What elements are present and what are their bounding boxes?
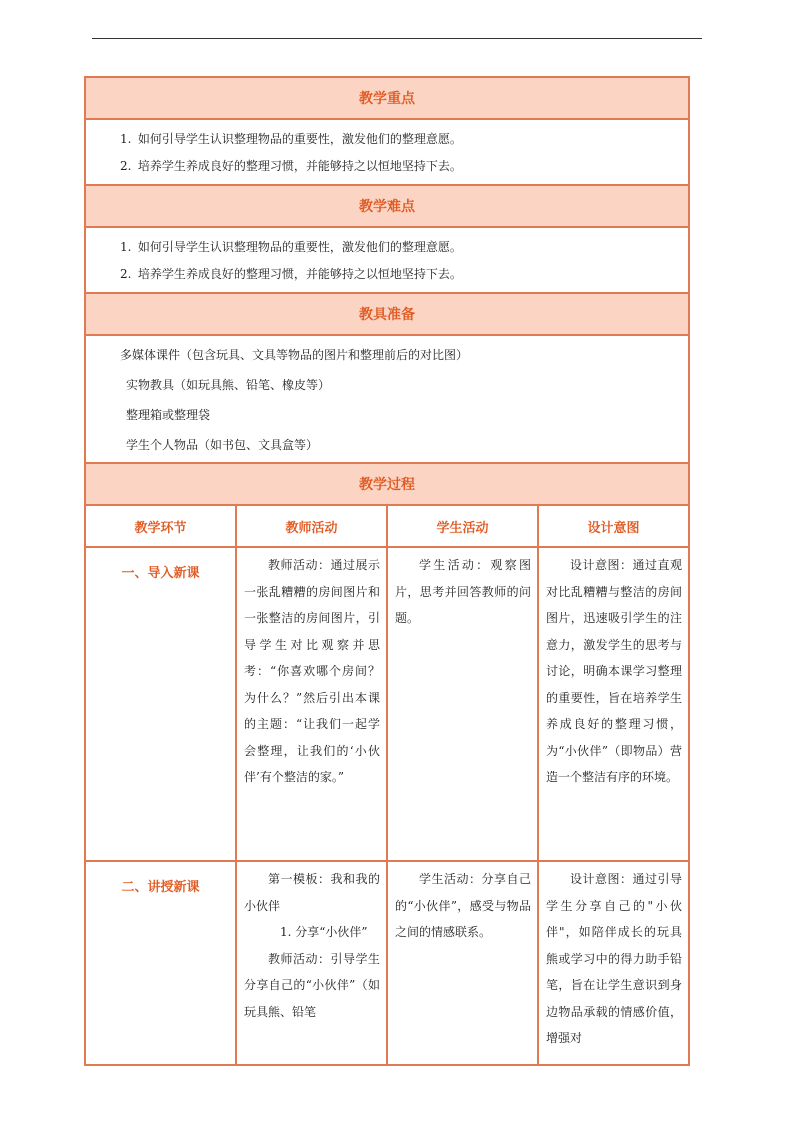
list-item: 实物教具（如玩具熊、铅笔、橡皮等） xyxy=(126,378,331,392)
list-item: 2. 培养学生养成良好的整理习惯，并能够持之以恒地坚持下去。 xyxy=(120,159,462,173)
difficulty-heading: 教学难点 xyxy=(85,185,689,227)
column-header-stage: 教学环节 xyxy=(85,505,236,547)
list-item: 整理箱或整理袋 xyxy=(126,408,211,422)
column-header-teacher: 教师活动 xyxy=(236,505,387,547)
design-intent: 设计意图：通过直观对比乱糟糟与整洁的房间图片，迅速吸引学生的注意力，激发学生的思考与讨论，明确本课学习整理的重要性，旨在培养学生养成良好的整理习惯，为“小伙伴”（即物品）营造一个整洁有序的环境。 xyxy=(538,547,689,861)
focus-list xyxy=(85,119,689,185)
table-row xyxy=(85,547,689,861)
list-item: 2. 培养学生养成良好的整理习惯，并能够持之以恒地坚持下去。 xyxy=(120,267,462,281)
materials-heading: 教具准备 xyxy=(85,293,689,335)
difficulty-list xyxy=(85,227,689,293)
list-item: 多媒体课件（包含玩具、文具等物品的图片和整理前后的对比图） xyxy=(120,348,469,362)
teacher-activity: 第一模板：我和我的小伙伴 1. 分享“小伙伴” 教师活动：引导学生分享自己的“小伙伴”（如玩具熊、铅笔 xyxy=(236,861,387,1065)
stage-label: 一、导入新课 xyxy=(85,547,236,861)
list-item: 1. 如何引导学生认识整理物品的重要性，激发他们的整理意愿。 xyxy=(120,240,462,254)
list-item: 1. 如何引导学生认识整理物品的重要性，激发他们的整理意愿。 xyxy=(120,132,462,146)
process-heading: 教学过程 xyxy=(85,463,689,505)
column-header-intent: 设计意图 xyxy=(538,505,689,547)
design-intent: 设计意图：通过引导学生分享自己的"小伙伴"，如陪伴成长的玩具熊或学习中的得力助手铅笔，旨在让学生意识到身边物品承载的情感价值，增强对 xyxy=(538,861,689,1065)
materials-list xyxy=(85,335,689,463)
list-item: 学生个人物品（如书包、文具盒等） xyxy=(126,438,319,452)
table-row xyxy=(85,861,689,1065)
stage-label: 二、讲授新课 xyxy=(85,861,236,1065)
student-activity: 学生活动：观察图片，思考并回答教师的问题。 xyxy=(387,547,538,861)
lesson-plan-table xyxy=(84,76,690,1066)
teacher-activity: 教师活动：通过展示一张乱糟糟的房间图片和一张整洁的房间图片，引导学生对比观察并思考：“你喜欢哪个房间？为什么？”然后引出本课的主题：“让我们一起学会整理，让我们的‘小伙伴’有个整洁的家。” xyxy=(236,547,387,861)
focus-heading: 教学重点 xyxy=(85,77,689,119)
header-rule xyxy=(92,38,702,39)
column-header-student: 学生活动 xyxy=(387,505,538,547)
student-activity: 学生活动：分享自己的“小伙伴”，感受与物品之间的情感联系。 xyxy=(387,861,538,1065)
